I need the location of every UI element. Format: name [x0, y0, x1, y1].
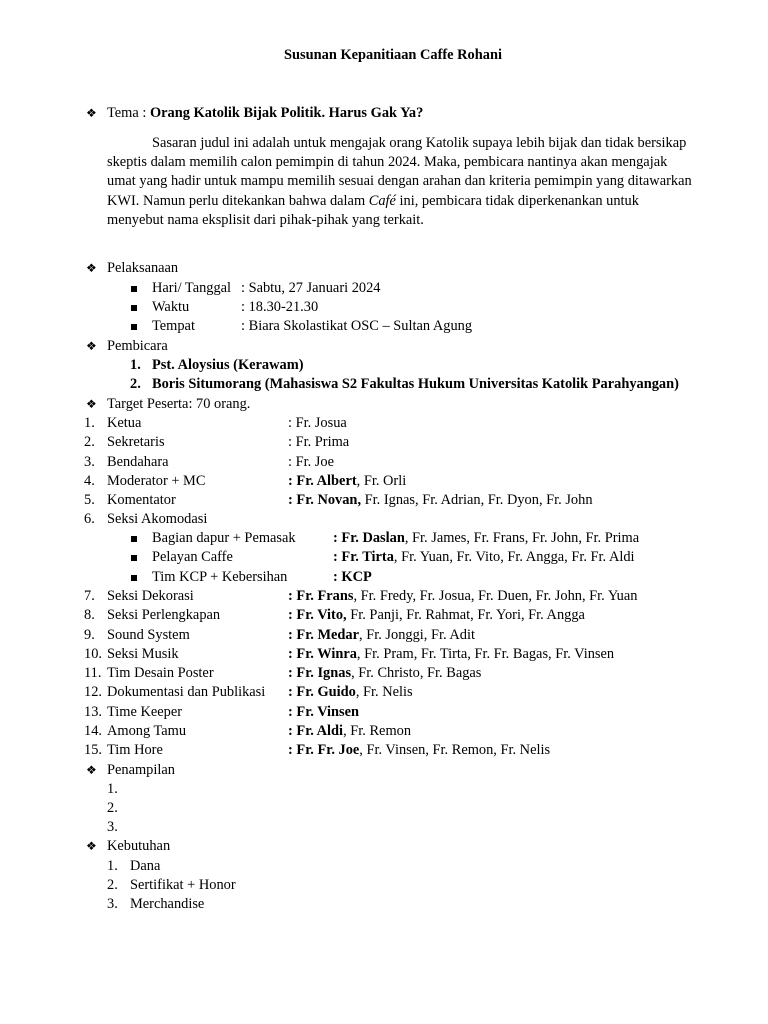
panitia-role: Komentator: [107, 492, 176, 508]
panitia-number: 9.: [84, 627, 95, 643]
panitia-role: Among Tamu: [107, 723, 187, 739]
panitia-lead: Fr. Aldi: [296, 723, 344, 739]
panitia-members: : Fr. Aldi, Fr. Remon: [288, 723, 412, 739]
panitia-role: Tim Hore: [107, 742, 163, 758]
panitia-number: 3.: [84, 454, 95, 470]
square-bullet-icon: [131, 324, 137, 330]
document-title: Susunan Kepanitiaan Caffe Rohani: [284, 47, 502, 63]
panitia-members: : Fr. Medar, Fr. Jonggi, Fr. Adit: [288, 627, 475, 643]
akomodasi-role: Tim KCP + Kebersihan: [152, 569, 288, 585]
panitia-number: 10.: [84, 646, 102, 662]
panitia-number: 15.: [84, 742, 102, 758]
target-peserta: Target Peserta: 70 orang.: [107, 396, 251, 412]
pelaksanaan-value-place: : Biara Skolastikat OSC – Sultan Agung: [241, 318, 473, 334]
penampilan-heading: Penampilan: [107, 762, 175, 778]
panitia-members: : Fr. Vinsen: [288, 704, 360, 720]
tema-value: Orang Katolik Bijak Politik. Harus Gak Ya?: [149, 105, 424, 121]
diamond-bullet-icon: ❖: [86, 763, 97, 777]
panitia-number: 12.: [84, 684, 102, 700]
panitia-lead: Fr. Vito,: [296, 607, 347, 623]
akomodasi-members: : KCP: [333, 569, 372, 585]
tema-line4-post: ini, pembicara tidak diperkenankan untuk: [395, 193, 639, 209]
akomodasi-members: : Fr. Daslan, Fr. James, Fr. Frans, Fr. John, Fr. Prima: [333, 530, 640, 546]
pelaksanaan-label-time: Waktu: [152, 299, 190, 315]
panitia-lead: Fr. Guido: [296, 684, 356, 700]
panitia-number: 14.: [84, 723, 102, 739]
penampilan-item: 1.: [107, 781, 118, 797]
panitia-role: Tim Desain Poster: [107, 665, 214, 681]
pelaksanaan-label-place: Tempat: [152, 318, 195, 334]
kebutuhan-number: 2.: [107, 877, 118, 893]
diamond-bullet-icon: ❖: [86, 106, 97, 120]
panitia-number: 6.: [84, 511, 95, 527]
panitia-members: : Fr. Frans, Fr. Fredy, Fr. Josua, Fr. Duen, Fr. John, Fr. Yuan: [288, 588, 638, 604]
panitia-number: 7.: [84, 588, 95, 604]
panitia-lead: Fr. Vinsen: [296, 704, 360, 720]
tema-paragraph-line-4: [107, 192, 639, 212]
tema-line4-italic: Café: [368, 193, 396, 209]
diamond-bullet-icon: ❖: [86, 261, 97, 275]
kebutuhan-number: 1.: [107, 858, 118, 874]
panitia-members: : Fr. Prima: [288, 434, 350, 450]
panitia-lead: Fr. Medar: [296, 627, 360, 643]
panitia-members: : Fr. Fr. Joe, Fr. Vinsen, Fr. Remon, Fr. Nelis: [288, 742, 551, 758]
panitia-role: Seksi Perlengkapan: [107, 607, 221, 623]
panitia-number: 5.: [84, 492, 95, 508]
penampilan-item: 2.: [107, 800, 118, 816]
panitia-members: : Fr. Guido, Fr. Nelis: [288, 684, 413, 700]
pelaksanaan-value-date: : Sabtu, 27 Januari 2024: [241, 280, 381, 296]
kebutuhan-heading: Kebutuhan: [107, 838, 171, 854]
square-bullet-icon: [131, 555, 137, 561]
panitia-number: 4.: [84, 473, 95, 489]
panitia-members: : Fr. Winra, Fr. Pram, Fr. Tirta, Fr. Fr. Bagas, Fr. Vinsen: [288, 646, 615, 662]
pelaksanaan-heading: Pelaksanaan: [107, 260, 179, 276]
akomodasi-members: : Fr. Tirta, Fr. Yuan, Fr. Vito, Fr. Angga, Fr. Fr. Aldi: [333, 549, 635, 565]
panitia-role: Bendahara: [107, 454, 169, 470]
pembicara-number: 1.: [130, 357, 141, 373]
panitia-role: Seksi Akomodasi: [107, 511, 208, 527]
panitia-role: Seksi Musik: [107, 646, 179, 662]
tema-line4-pre: KWI. Namun perlu ditekankan bahwa dalam: [107, 193, 369, 209]
panitia-role: Sekretaris: [107, 434, 165, 450]
panitia-number: 13.: [84, 704, 102, 720]
square-bullet-icon: [131, 575, 137, 581]
tema-label: Tema :: [107, 105, 150, 121]
akomodasi-lead: Fr. Daslan: [341, 530, 405, 546]
panitia-number: 2.: [84, 434, 95, 450]
panitia-members: : Fr. Albert, Fr. Orli: [288, 473, 407, 489]
panitia-role: Moderator + MC: [107, 473, 206, 489]
panitia-role: Time Keeper: [107, 704, 183, 720]
panitia-role: Sound System: [107, 627, 190, 643]
square-bullet-icon: [131, 536, 137, 542]
tema-paragraph-line-3: umat yang hadir untuk mampu memilih sesuai dengan arahan dan kriteria pemimpin yang ditawarkan: [107, 173, 692, 189]
panitia-lead: Fr. Albert: [296, 473, 357, 489]
akomodasi-role: Bagian dapur + Pemasak: [152, 530, 296, 546]
panitia-lead: Fr. Ignas: [296, 665, 352, 681]
akomodasi-lead: KCP: [341, 569, 372, 585]
panitia-lead: Fr. Novan,: [296, 492, 362, 508]
kebutuhan-item: Merchandise: [130, 896, 205, 912]
diamond-bullet-icon: ❖: [86, 339, 97, 353]
panitia-members: : Fr. Ignas, Fr. Christo, Fr. Bagas: [288, 665, 482, 681]
panitia-role: Seksi Dekorasi: [107, 588, 194, 604]
panitia-number: 1.: [84, 415, 95, 431]
akomodasi-lead: Fr. Tirta: [341, 549, 394, 565]
pembicara-heading: Pembicara: [107, 338, 168, 354]
panitia-role: Ketua: [107, 415, 142, 431]
panitia-number: 8.: [84, 607, 95, 623]
panitia-members: : Fr. Joe: [288, 454, 334, 470]
panitia-role: Dokumentasi dan Publikasi: [107, 684, 266, 700]
square-bullet-icon: [131, 305, 137, 311]
pelaksanaan-label-date: Hari/ Tanggal: [152, 280, 232, 296]
tema-paragraph-line-1: Sasaran judul ini adalah untuk mengajak orang Katolik supaya lebih bijak dan tidak bersikap: [152, 135, 687, 151]
panitia-members: : Fr. Vito, Fr. Panji, Fr. Rahmat, Fr. Yori, Fr. Angga: [288, 607, 585, 623]
panitia-number: 11.: [84, 665, 102, 681]
diamond-bullet-icon: ❖: [86, 839, 97, 853]
kebutuhan-item: Dana: [130, 858, 161, 874]
square-bullet-icon: [131, 286, 137, 292]
tema-paragraph-line-5: menyebut nama eksplisit dari pihak-pihak yang terkait.: [107, 212, 424, 228]
tema-line: [107, 104, 423, 124]
panitia-lead: Fr. Fr. Joe: [296, 742, 360, 758]
panitia-members: : Fr. Josua: [288, 415, 347, 431]
panitia-members: : Fr. Novan, Fr. Ignas, Fr. Adrian, Fr. Dyon, Fr. John: [288, 492, 593, 508]
diamond-bullet-icon: ❖: [86, 397, 97, 411]
kebutuhan-item: Sertifikat + Honor: [130, 877, 236, 893]
pelaksanaan-value-time: : 18.30-21.30: [241, 299, 319, 315]
pembicara-number: 2.: [130, 376, 141, 392]
pembicara-item: Boris Situmorang (Mahasiswa S2 Fakultas Hukum Universitas Katolik Parahyangan): [152, 376, 679, 392]
pembicara-item: Pst. Aloysius (Kerawam): [152, 357, 304, 373]
penampilan-item: 3.: [107, 819, 118, 835]
tema-paragraph-line-2: skeptis dalam memilih calon pemimpin di tahun 2024. Maka, pembicara nantinya akan mengajak: [107, 154, 668, 170]
akomodasi-role: Pelayan Caffe: [152, 549, 233, 565]
panitia-lead: Fr. Winra: [296, 646, 357, 662]
kebutuhan-number: 3.: [107, 896, 118, 912]
panitia-lead: Fr. Frans: [296, 588, 354, 604]
